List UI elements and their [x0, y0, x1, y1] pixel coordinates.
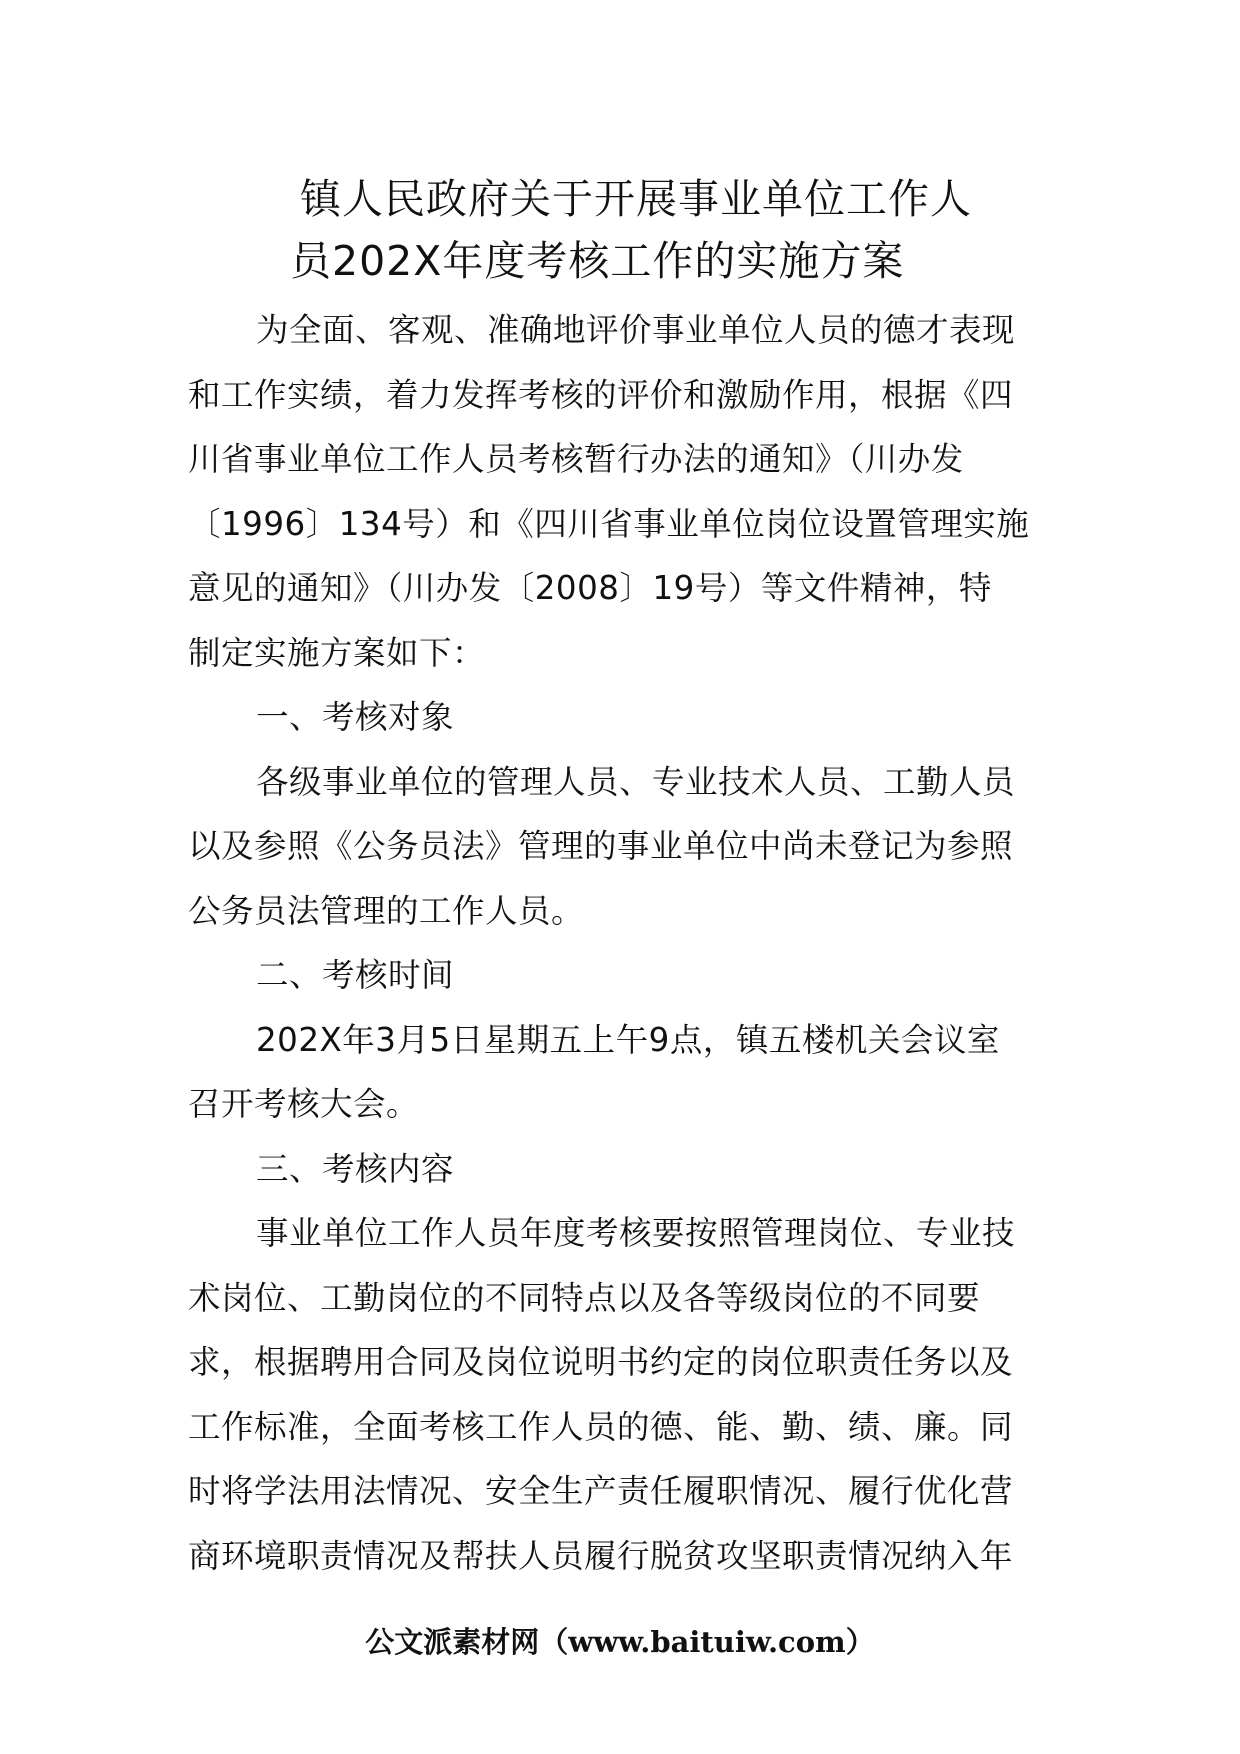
title-line-1: 镇人民政府关于开展事业单位工作人: [300, 175, 972, 223]
paragraph-line: 和工作实绩，着力发挥考核的评价和激励作用，根据《四: [188, 375, 1014, 414]
paragraph-line: 工作标准，全面考核工作人员的德、能、勤、绩、廉。同: [188, 1407, 1014, 1446]
paragraph-line: 求，根据聘用合同及岗位说明书约定的岗位职责任务以及: [188, 1343, 1014, 1381]
section-heading-content: 三、考核内容: [256, 1149, 455, 1188]
document-body: [188, 298, 1058, 1588]
paragraph-line: 各级事业单位的管理人员、专业技术人员、工勤人员: [256, 762, 1016, 801]
paragraph-line: 召开考核大会。: [188, 1085, 420, 1123]
section-heading-targets: 一、考核对象: [256, 698, 455, 736]
paragraph-line: 商环境职责情况及帮扶人员履行脱贫攻坚职责情况纳入年: [188, 1536, 1014, 1575]
paragraph-line: 事业单位工作人员年度考核要按照管理岗位、专业技: [256, 1214, 1016, 1252]
paragraph-line: 〔1996〕134号）和《四川省事业单位岗位设置管理实施: [188, 504, 1030, 543]
paragraph-line: 意见的通知》（川办发〔2008〕19号）等文件精神，特: [188, 569, 992, 607]
paragraph-line: 术岗位、工勤岗位的不同特点以及各等级岗位的不同要: [188, 1278, 981, 1317]
paragraph-line: 为全面、客观、准确地评价事业单位人员的德才表现: [256, 311, 1016, 349]
paragraph-line: 以及参照《公务员法》管理的事业单位中尚未登记为参照: [188, 827, 1014, 865]
title-line-2: 员202X年度考核工作的实施方案: [290, 237, 905, 285]
paragraph-line: 制定实施方案如下：: [188, 633, 486, 672]
section-heading-time: 二、考核时间: [256, 956, 455, 994]
footer-watermark: 公文派素材网（www.baituiw.com）: [365, 1625, 875, 1659]
paragraph-line: 时将学法用法情况、安全生产责任履职情况、履行优化营: [188, 1472, 1014, 1510]
paragraph-line: 202X年3月5日星期五上午9点，镇五楼机关会议室: [256, 1020, 1000, 1059]
document-title: [260, 168, 1080, 292]
paragraph-line: 公务员法管理的工作人员。: [188, 891, 585, 930]
paragraph-line: 川省事业单位工作人员考核暂行办法的通知》（川办发: [188, 440, 964, 478]
